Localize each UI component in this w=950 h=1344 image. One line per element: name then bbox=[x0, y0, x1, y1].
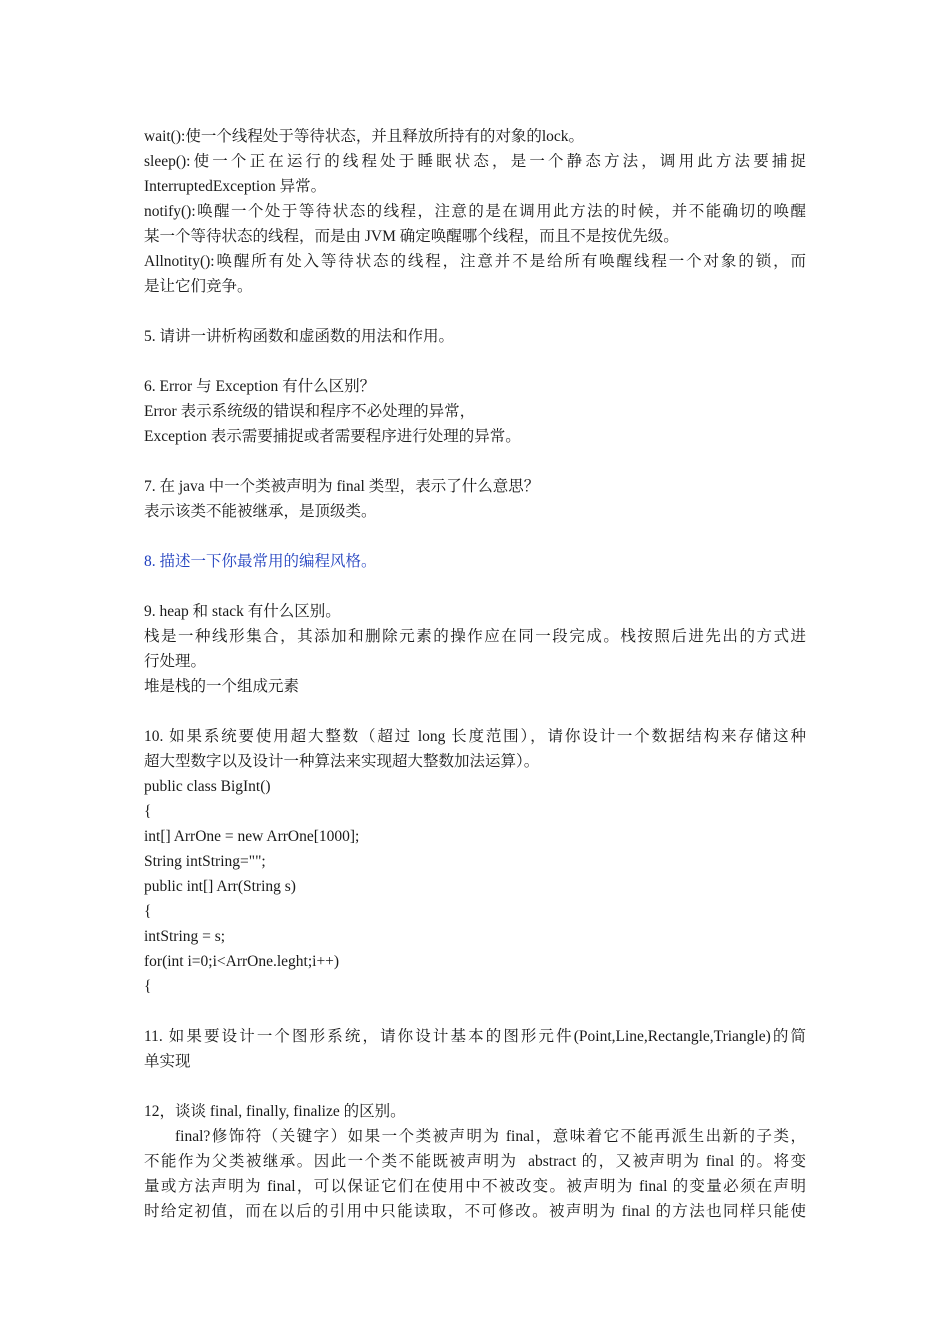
spacer bbox=[144, 699, 806, 724]
answer-9-line-3: 堆是栈的一个组成元素 bbox=[144, 678, 300, 695]
question-11-line-2: 单实现 bbox=[144, 1053, 191, 1070]
answer-7: 表示该类不能被继承，是顶级类。 bbox=[144, 503, 377, 520]
code-line: { bbox=[144, 903, 152, 920]
answer-6-line-1: Error 表示系统级的错误和程序不必处理的异常， bbox=[144, 403, 476, 420]
question-10-line-2: 超大型数字以及设计一种算法来实现超大整数加法运算）。 bbox=[144, 753, 540, 770]
question-7: 7. 在 java 中一个类被声明为 final 类型，表示了什么意思？ bbox=[144, 478, 540, 495]
sleep-line-2: InterruptedException 异常。 bbox=[144, 178, 327, 195]
question-12: 12，谈谈 final, finally, finalize 的区别。 bbox=[144, 1103, 406, 1120]
code-line: String intString=""; bbox=[144, 853, 266, 870]
document-page bbox=[144, 124, 806, 1224]
spacer bbox=[144, 349, 806, 374]
question-10-line-1: 10. 如果系统要使用超大整数（超过 long 长度范围），请你设计一个数据结构来存储这种 bbox=[144, 728, 806, 745]
spacer bbox=[144, 524, 806, 549]
code-line: intString = s; bbox=[144, 928, 226, 945]
code-line: { bbox=[144, 978, 152, 995]
answer-12-line-2: 不能作为父类被继承。因此一个类不能既被声明为 abstract 的，又被声明为 final 的。将变 bbox=[144, 1153, 806, 1170]
answer-12-line-3: 量或方法声明为 final，可以保证它们在使用中不被改变。被声明为 final 的变量必须在声明 bbox=[144, 1178, 806, 1195]
question-5: 5. 请讲一讲析构函数和虚函数的用法和作用。 bbox=[144, 328, 455, 345]
answer-12-line-1: final?修饰符（关键字）如果一个类被声明为 final，意味着它不能再派生出新的子类， bbox=[175, 1128, 806, 1145]
answer-9-line-2: 行处理。 bbox=[144, 653, 207, 670]
sleep-line-1: sleep():使一个正在运行的线程处于睡眠状态，是一个静态方法，调用此方法要捕捉 bbox=[144, 153, 806, 170]
allnotity-line-1: Allnotity():唤醒所有处入等待状态的线程，注意并不是给所有唤醒线程一个对象的锁，而 bbox=[144, 253, 806, 270]
code-line: int[] ArrOne = new ArrOne[1000]; bbox=[144, 828, 360, 845]
spacer bbox=[144, 449, 806, 474]
notify-line-2: 某一个等待状态的线程，而是由 JVM 确定唤醒哪个线程，而且不是按优先级。 bbox=[144, 228, 679, 245]
code-line: { bbox=[144, 803, 152, 820]
spacer bbox=[144, 299, 806, 324]
wait-line: wait():使一个线程处于等待状态，并且释放所持有的对象的lock。 bbox=[144, 128, 585, 145]
answer-9-line-1: 栈是一种线形集合，其添加和删除元素的操作应在同一段完成。栈按照后进先出的方式进 bbox=[144, 628, 806, 645]
question-11-line-1: 11. 如果要设计一个图形系统，请你设计基本的图形元件(Point,Line,Rectangle,Triangle)的简 bbox=[144, 1028, 806, 1045]
answer-12-line-4: 时给定初值，而在以后的引用中只能读取，不可修改。被声明为 final 的方法也同样只能使 bbox=[144, 1203, 806, 1220]
spacer bbox=[144, 999, 806, 1024]
notify-line-1: notify():唤醒一个处于等待状态的线程，注意的是在调用此方法的时候，并不能确切的唤醒 bbox=[144, 203, 806, 220]
code-line: public class BigInt() bbox=[144, 778, 271, 795]
spacer bbox=[144, 1074, 806, 1099]
answer-6-line-2: Exception 表示需要捕捉或者需要程序进行处理的异常。 bbox=[144, 428, 521, 445]
question-8: 8. 描述一下你最常用的编程风格。 bbox=[144, 553, 377, 570]
spacer bbox=[144, 574, 806, 599]
code-line: for(int i=0;i<ArrOne.leght;i++) bbox=[144, 953, 340, 970]
question-6: 6. Error 与 Exception 有什么区别？ bbox=[144, 378, 376, 395]
allnotity-line-2: 是让它们竞争。 bbox=[144, 278, 253, 295]
code-line: public int[] Arr(String s) bbox=[144, 878, 296, 895]
question-9: 9. heap 和 stack 有什么区别。 bbox=[144, 603, 341, 620]
